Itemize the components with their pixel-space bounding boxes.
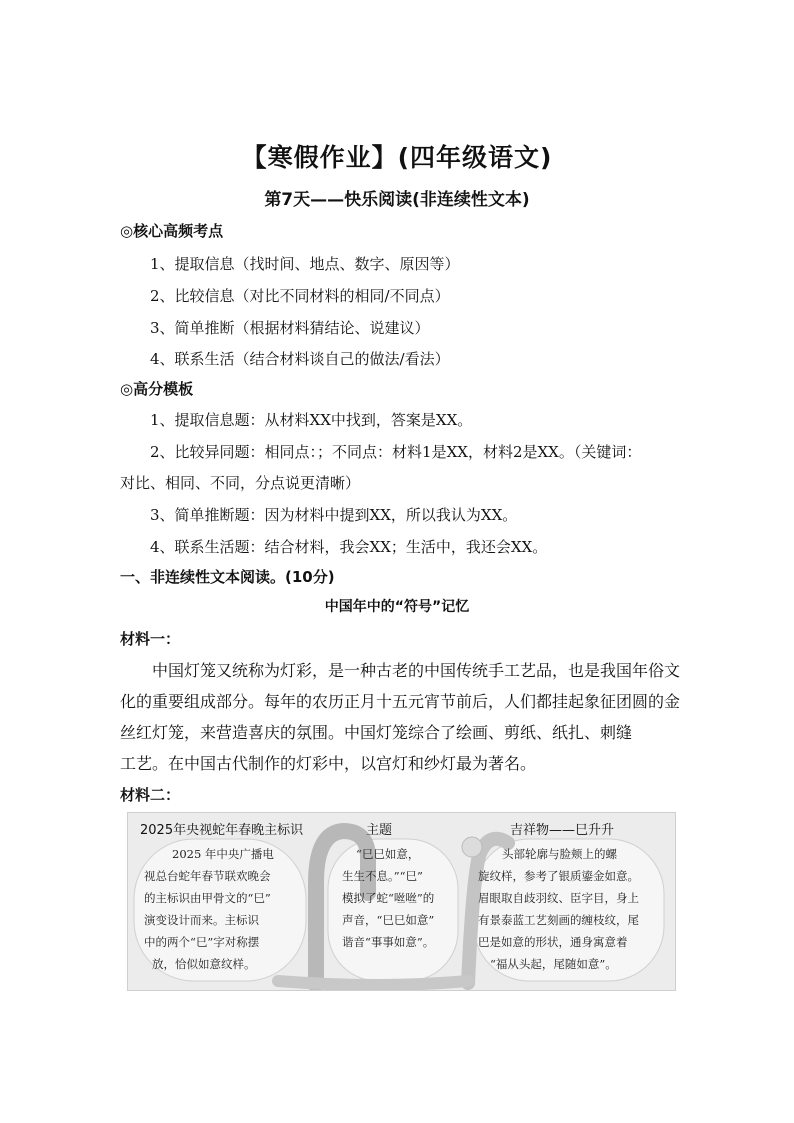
col1-heading: 2025年央视蛇年春晚主标识: [140, 823, 304, 838]
col1-line: 2025 年中央广播电: [172, 847, 274, 861]
col3-line: 眉眼取自歧羽纹、臣字目，身上: [478, 891, 639, 905]
col3-line: 旋纹样，参考了银质鎏金如意。: [478, 869, 639, 883]
col3-text: [478, 843, 639, 975]
template-item-continued: 对比、相同、不同，分点说更清晰）: [120, 474, 361, 492]
col2-line: 模拟了蛇“咝咝”的: [342, 891, 435, 905]
col3-line: 有景泰蓝工艺刻画的缠枝纹，尾: [478, 913, 639, 927]
col1-line: 演变设计而来。主标识: [144, 913, 259, 927]
col2-line: “巳巳如意，: [356, 847, 420, 861]
material1-line: 工艺。在中国古代制作的灯彩中，以宫灯和纱灯最为著名。: [120, 754, 537, 773]
col1-line: 视总台蛇年春节联欢晚会: [144, 869, 271, 883]
page-title: 【寒假作业】(四年级语文): [241, 143, 553, 172]
col3-line: 巴是如意的形状，通身寓意着: [478, 935, 628, 949]
material1-paragraph: [120, 655, 680, 779]
col3-line: “福从头起，尾随如意”。: [490, 957, 617, 971]
article-title: 中国年中的“符号”记忆: [324, 599, 470, 615]
core-point-item: 4、联系生活（结合材料谈自己的做法/看法）: [150, 350, 450, 368]
col2-line: 谐音“事事如意”。: [342, 935, 435, 949]
core-points-heading: ◎核心高频考点: [120, 222, 224, 240]
col2-text: [342, 843, 434, 953]
col1-text: [144, 843, 274, 975]
col1-line: 的主标识由甲骨文的“巳”: [144, 891, 271, 905]
col3-heading: 吉祥物——巳升升: [510, 823, 615, 838]
col1-line: 中的两个“巳”字对称摆: [144, 935, 260, 949]
core-point-item: 1、提取信息（找时间、地点、数字、原因等）: [150, 255, 460, 273]
col2-heading: 主题: [366, 823, 393, 838]
col3-line: 头部轮廓与脸颊上的螺: [502, 847, 617, 861]
material2-figure: [127, 812, 676, 991]
template-item: 2、比较异同题：相同点：；不同点：材料1是XX，材料2是XX。（关键词：: [150, 443, 642, 461]
material1-label: 材料一：: [120, 630, 181, 648]
material2-label: 材料二：: [120, 786, 181, 804]
templates-heading: ◎高分模板: [120, 380, 194, 398]
section-heading: 一、非连续性文本阅读。(10分): [120, 568, 335, 586]
material1-line: 中国灯笼又统称为灯彩，是一种古老的中国传统手工艺品，也是我国年俗文: [152, 661, 681, 680]
template-item: 1、提取信息题：从材料XX中找到，答案是XX。: [150, 411, 473, 429]
core-point-item: 2、比较信息（对比不同材料的相同/不同点）: [150, 287, 450, 305]
col1-line: 放，恰似如意纹样。: [152, 957, 256, 971]
core-point-item: 3、简单推断（根据材料猜结论、说建议）: [150, 319, 430, 337]
col2-line: 声音，“巳巳如意”: [342, 913, 435, 927]
snake-band-bottom: [278, 981, 468, 985]
template-item: 3、简单推断题：因为材料中提到XX，所以我认为XX。: [150, 506, 518, 524]
page-subtitle: 第7天——快乐阅读(非连续性文本): [264, 190, 530, 210]
material1-line: 丝红灯笼，来营造喜庆的氛围。中国灯笼综合了绘画、剪纸、纸扎、刺缝: [120, 723, 633, 742]
material1-line: 化的重要组成部分。每年的农历正月十五元宵节前后，人们都挂起象征团圆的金: [120, 692, 681, 711]
template-item: 4、联系生活题：结合材料，我会XX；生活中，我还会XX。: [150, 538, 548, 556]
col2-line: 生生不息。”“巳”: [342, 869, 423, 883]
